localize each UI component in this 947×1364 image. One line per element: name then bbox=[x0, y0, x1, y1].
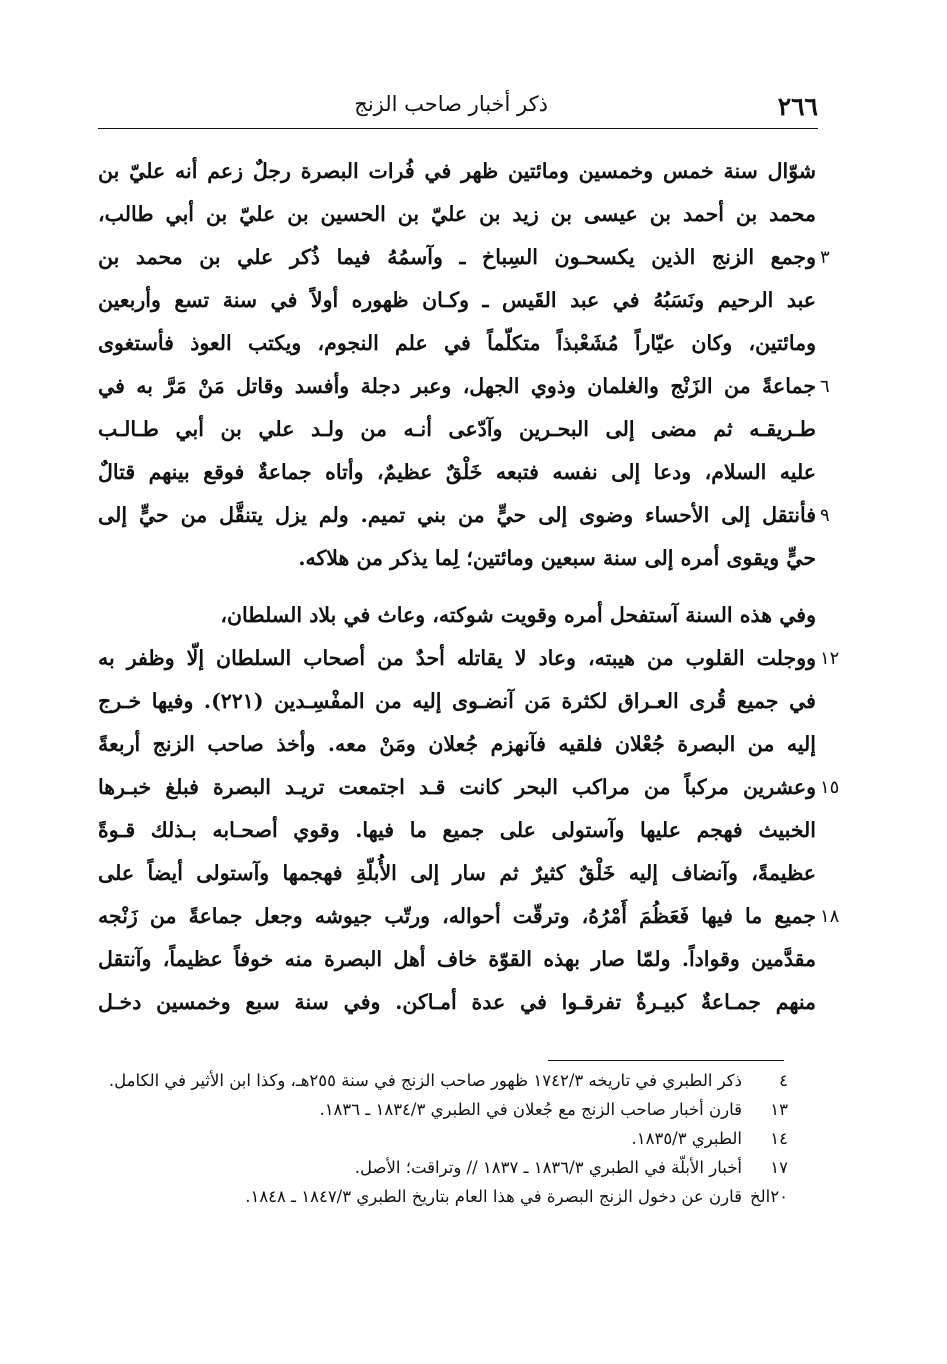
text-line-content: إليه من البصرة جُعْلان فلقيه فآنهزم جُعلان ومَنْ معه. وأخذ صاحب الزنج أربعةً bbox=[98, 732, 816, 756]
text-line-content: عبد الرحيم ونَسَبُهُ في عبد القَيس ـ وكـان ظهوره أولاً في سنة تسع وأربعين bbox=[98, 288, 816, 312]
footnote bbox=[98, 1153, 788, 1182]
line-number-marker: ١٥ bbox=[820, 777, 840, 798]
page-header bbox=[98, 92, 818, 132]
footnotes bbox=[98, 1066, 788, 1211]
text-line-content: عظيمةً، وآنضاف إليه خَلْقٌ كثيرٌ ثم سار إلى الأُبلّةِ فهجمها وآستولى أيضاً على bbox=[98, 861, 816, 885]
text-line-content: حيٍّ ويقوى أمره إلى سنة سبعين ومائتين؛ لِما يذكر من هلاكه. bbox=[298, 546, 816, 570]
text-line bbox=[98, 408, 816, 451]
text-line bbox=[98, 594, 816, 637]
line-number-marker: ١٢ bbox=[820, 648, 840, 669]
text-line bbox=[98, 322, 816, 365]
header-rule bbox=[98, 128, 818, 129]
text-line-content: وجمع الزنج الذين يكسحـون السِباخ ـ وآسمُهُ فيما ذُكر علي بن محمد بن bbox=[98, 245, 816, 269]
text-line-content: منهم جمـاعةٌ كبيـرةٌ تفرقـوا في عدة أمـاكن. وفي سنة سبع وخمسين دخـل bbox=[98, 990, 816, 1014]
text-line-content: جماعةً من الزَنْج والغلمان وذوي الجهل، وعبر دجلة وأفسد وقاتل مَنْ مَرَّ به في bbox=[98, 374, 816, 398]
text-line bbox=[98, 494, 830, 537]
text-line bbox=[98, 236, 830, 279]
text-line-content: في جميع قُرى العـراق لكثرة مَن آنضـوى إليه من المفْسِـدين (٢٢١). وفيها خـرج bbox=[98, 689, 816, 713]
text-line-content: طـريقـه ثم مضى إلى البحـرين وآدّعى أنـه من ولـد علي بن أبي طـالـب bbox=[98, 417, 816, 441]
text-line-content: ومائتين، وكان عيّاراً مُشَعْبذاً متكلّماً في علم النجوم، ويكتب العوذ فأستغوى bbox=[98, 331, 816, 355]
line-number-marker: ١٨ bbox=[820, 906, 840, 927]
text-line-content: جميع ما فيها فَعَظُمَ أَمْرُهُ، وترقّت أحواله، ورتّب جيوشه وجعل جماعةً من زَنْجه bbox=[98, 904, 816, 928]
text-line-content: وفي هذه السنة آستفحل أمره وقويت شوكته، وعاث في بلاد السلطان، bbox=[220, 603, 816, 627]
text-line bbox=[98, 150, 816, 193]
text-line-content: محمد بن أحمد بن عيسى بن زيد بن عليّ بن الحسين بن عليّ بن أبي طالب، bbox=[98, 202, 816, 226]
text-line-content: عليه السلام، ودعا إلى نفسه فتبعه خَلْقٌ عظيمٌ، وأتاه جماعةٌ فوقع بينهم قتالٌ bbox=[98, 460, 816, 484]
text-line-content: وعشرين مركباً من مراكب البحر كانت قـد اجتمعت تريـد البصرة فبلغ خبـرها bbox=[98, 775, 816, 799]
footnote bbox=[98, 1095, 788, 1124]
text-line bbox=[98, 451, 816, 494]
footnote-line-ref: ١٧ bbox=[770, 1158, 788, 1177]
footnote-line-ref: ١٤ bbox=[770, 1129, 788, 1148]
text-line-content: ووجلت القلوب من هيبته، وعاد لا يقاتله أحدٌ من أصحاب السلطان إلّا وظفر به bbox=[98, 646, 816, 670]
text-line bbox=[98, 537, 816, 580]
footnote bbox=[98, 1124, 788, 1153]
footnote-text: أخبار الأبلّة في الطبري ١٨٣٦/٣ ـ ١٨٣٧ // وتراقت؛ الأصل. bbox=[354, 1158, 742, 1177]
main-text bbox=[98, 150, 840, 1024]
page-number: ٢٦٦ bbox=[777, 92, 818, 121]
text-line bbox=[98, 637, 840, 680]
text-line bbox=[98, 365, 830, 408]
paragraph-gap bbox=[98, 580, 816, 594]
text-line bbox=[98, 852, 816, 895]
footnote-line-ref: ٤ bbox=[779, 1071, 788, 1090]
line-number-marker: ٦ bbox=[820, 376, 830, 397]
text-line bbox=[98, 895, 840, 938]
footnote-text: ذكر الطبري في تاريخه ١٧٤٢/٣ ظهور صاحب الزنج في سنة ٢٥٥هـ، وكذا ابن الأثير في الكامل. bbox=[108, 1071, 742, 1090]
text-line bbox=[98, 680, 816, 723]
footnote-text: قارن عن دخول الزنج البصرة في هذا العام بتاريخ الطبري ١٨٤٧/٣ ـ ١٨٤٨. bbox=[245, 1187, 742, 1206]
text-line bbox=[98, 809, 816, 852]
running-title: ذكر أخبار صاحب الزنج bbox=[354, 92, 548, 116]
text-line bbox=[98, 723, 816, 766]
footnote-separator bbox=[548, 1060, 784, 1061]
footnote bbox=[98, 1066, 788, 1095]
text-line bbox=[98, 279, 816, 322]
text-line-content: شوّال سنة خمس وخمسين ومائتين ظهر في فُرات البصرة رجلٌ زعم أنه عليّ بن bbox=[98, 159, 816, 183]
text-line bbox=[98, 938, 816, 981]
footnote-text: قارن أخبار صاحب الزنج مع جُعلان في الطبري ١٨٣٤/٣ ـ ١٨٣٦. bbox=[319, 1100, 742, 1119]
text-line-content: فأنتقل إلى الأحساء وضوى إلى حيٍّ من بني تميم. ولم يزل يتنقَّل من حيٍّ إلى bbox=[98, 503, 816, 527]
line-number-marker: ٣ bbox=[820, 247, 830, 268]
footnote bbox=[98, 1182, 788, 1211]
text-line bbox=[98, 766, 840, 809]
text-line bbox=[98, 981, 816, 1024]
footnote-line-ref: ٢٠الخ bbox=[750, 1187, 788, 1206]
footnote-text: الطبري ١٨٣٥/٣. bbox=[631, 1129, 742, 1148]
line-number-marker: ٩ bbox=[820, 505, 830, 526]
footnote-line-ref: ١٣ bbox=[770, 1100, 788, 1119]
text-line-content: الخبيث فهجم عليها وآستولى على جميع ما فيها. وقوي أصحـابه بـذلك قـوةً bbox=[98, 818, 816, 842]
text-line bbox=[98, 193, 816, 236]
text-line-content: مقدَّمين وقواداً. ولمّا صار بهذه القوّة خاف أهل البصرة منه خوفاً عظيماً، وآنتقل bbox=[98, 947, 816, 971]
